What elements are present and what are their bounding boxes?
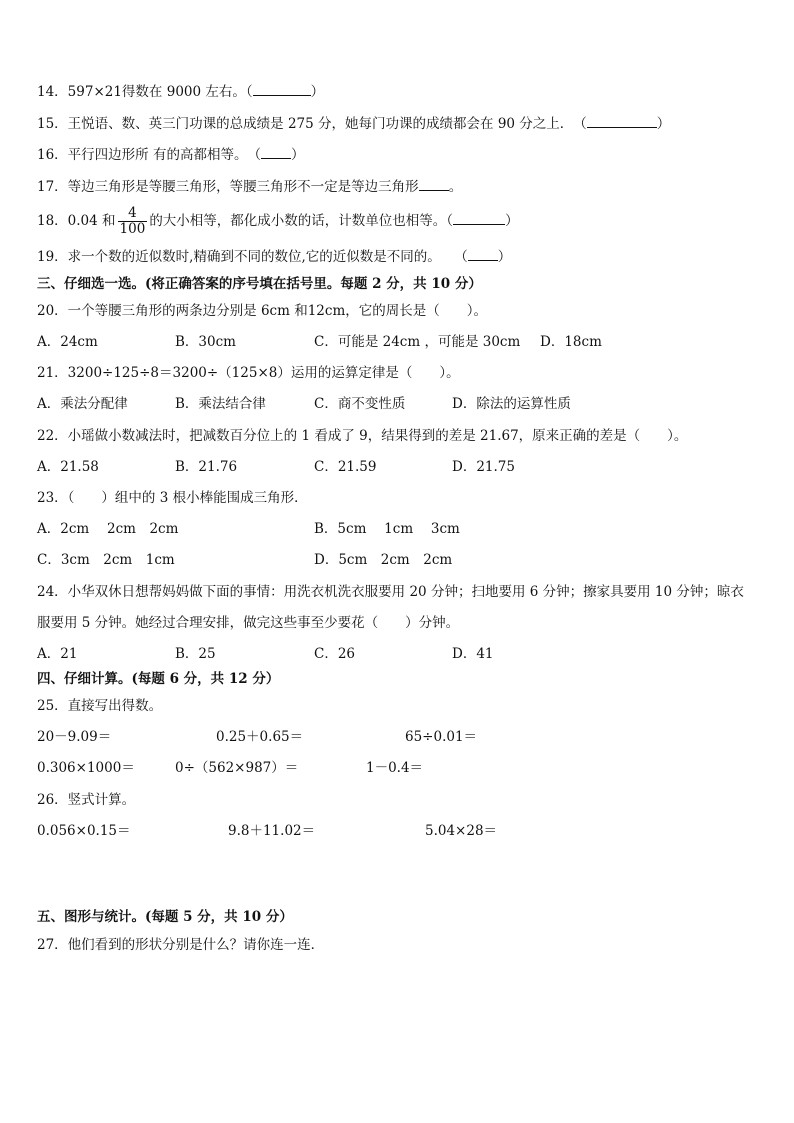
answer-blank[interactable] [468,248,498,261]
option-a[interactable]: A．21 [37,646,78,662]
question-17-text: 17．等边三角形是等腰三角形，等腰三角形不一定是等边三角形 [37,179,419,195]
question-14: 14．597×21得数在 9000 左右。（ ） [37,84,325,100]
section-5-heading: 五、图形与统计。(每题 5 分，共 10 分） [37,909,293,925]
option-c[interactable]: C．可能是 24cm ，可能是 30cm [314,334,521,350]
calc-item: 1－0.4＝ [366,760,424,776]
calc-item: 0.306×1000＝ [37,760,135,776]
option-c[interactable]: C．21.59 [314,459,377,475]
question-15: 15．王悦语、数、英三门功课的总成绩是 275 分，她每门功课的成绩都会在 90 分之上． （ ） [37,116,671,132]
option-b[interactable]: B．21.76 [175,459,238,475]
question-26: 26．竖式计算。 [37,792,136,808]
section-3-heading: 三、仔细选一选。(将正确答案的序号填在括号里。每题 2 分，共 10 分） [37,276,482,292]
option-a[interactable]: A．24cm [37,334,98,350]
answer-blank[interactable] [587,115,657,128]
calc-item: 0.056×0.15＝ [37,823,131,839]
question-17: 17．等边三角形是等腰三角形，等腰三角形不一定是等边三角形 。 [37,179,463,195]
option-a[interactable]: A．2cm 2cm 2cm [37,521,179,537]
question-24-line-1: 24．小华双休日想帮妈妈做下面的事情：用洗衣机洗衣服要用 20 分钟；扫地要用 6 分钟；擦家具要用 10 分钟；晾衣 [37,584,744,600]
question-19: 19．求一个数的近似数时,精确到不同的数位,它的近似数是不同的。 （ ） [37,249,512,265]
option-a[interactable]: A．21.58 [37,459,99,475]
option-b[interactable]: B．25 [175,646,216,662]
option-a[interactable]: A．乘法分配律 [37,396,128,412]
question-20: 20．一个等腰三角形的两条边分别是 6cm 和12cm，它的周长是（ ）。 [37,303,488,319]
option-d[interactable]: D．41 [452,646,494,662]
option-d[interactable]: D．18cm [540,334,602,350]
answer-blank[interactable] [253,83,311,96]
question-15-text: 15．王悦语、数、英三门功课的总成绩是 275 分，她每门功课的成绩都会在 90 分之上． （ [37,116,587,132]
calc-item: 20－9.09＝ [37,729,112,745]
calc-item: 0.25＋0.65＝ [216,729,304,745]
question-21: 21．3200÷125÷8＝3200÷（125×8）运用的运算定律是（ ）。 [37,365,460,381]
fraction: $\frac{4}{100}$ [119,205,146,237]
question-18: 18．0.04 和 $\frac{4}{100}$ 的大小相等，都化成小数的话，计数单位也相等。（ ） [37,205,519,237]
question-22: 22．小瑶做小数减法时，把减数百分位上的 1 看成了 9，结果得到的差是 21.67，原来正确的差是（ ）。 [37,428,688,444]
section-4-heading: 四、仔细计算。(每题 6 分，共 12 分） [37,671,280,687]
calc-item: 65÷0.01＝ [405,729,478,745]
answer-blank[interactable] [453,212,505,225]
question-27: 27．他们看到的形状分别是什么？请你连一连． [37,937,325,953]
option-b[interactable]: B．5cm 1cm 3cm [314,521,460,537]
calc-item: 9.8＋11.02＝ [228,823,316,839]
question-19-text: 19．求一个数的近似数时,精确到不同的数位,它的近似数是不同的。 （ [37,249,468,265]
option-c[interactable]: C．26 [314,646,356,662]
calc-item: 0÷（562×987）＝ [175,760,299,776]
answer-blank[interactable] [261,146,291,159]
question-24-line-2: 服要用 5 分钟。她经过合理安排，做完这些事至少要花（ ）分钟。 [37,615,460,631]
option-d[interactable]: D．21.75 [452,459,515,475]
option-d[interactable]: D．除法的运算性质 [452,396,571,412]
calc-item: 5.04×28＝ [425,823,498,839]
question-16: 16．平行四边形所 有的高都相等。 （ ） [37,147,305,163]
option-b[interactable]: B．30cm [175,334,236,350]
question-23: 23．（ ）组中的 3 根小棒能围成三角形． [37,490,308,506]
answer-blank[interactable] [419,178,449,191]
option-c[interactable]: C．3cm 2cm 1cm [37,552,175,568]
question-25: 25．直接写出得数。 [37,698,163,714]
option-c[interactable]: C．商不变性质 [314,396,406,412]
option-b[interactable]: B．乘法结合律 [175,396,266,412]
question-14-text: 14．597×21得数在 9000 左右。（ [37,84,253,100]
option-d[interactable]: D．5cm 2cm 2cm [314,552,453,568]
question-16-text: 16．平行四边形所 有的高都相等。 （ [37,147,261,163]
